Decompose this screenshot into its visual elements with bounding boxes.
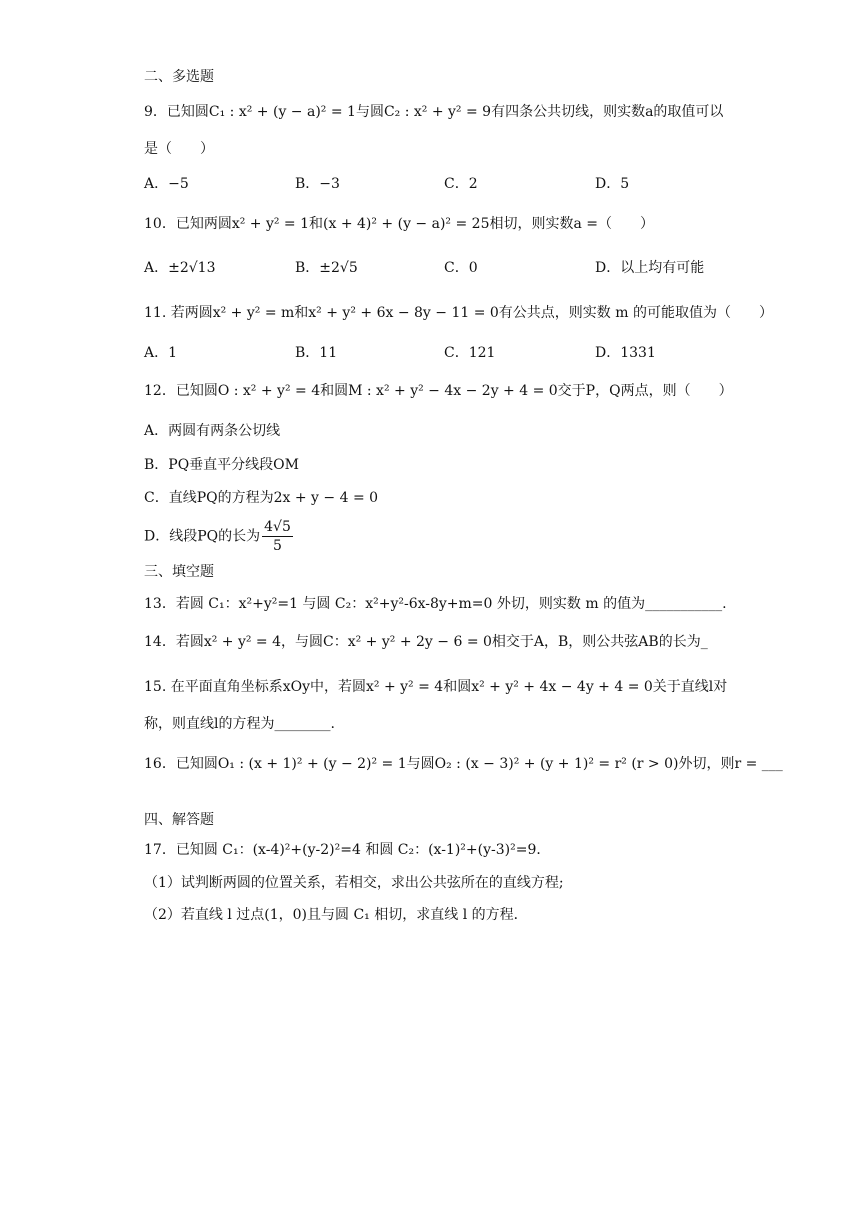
question-17-part-1: （1）试判断两圆的位置关系，若相交，求出公共弦所在的直线方程; (144, 875, 564, 891)
q9-option-d: D．5 (595, 176, 630, 192)
q10-option-c: C．0 (444, 260, 478, 276)
q9-option-b: B．−3 (295, 176, 340, 192)
question-16: 16．已知圆O₁ : (x + 1)² + (y − 2)² = 1与圆O₂ : (x − 3)² + (y + 1)² = r² (r > 0)外切，则r = ___ (144, 756, 783, 772)
fraction-denominator: 5 (273, 538, 282, 554)
section-heading-fill-blank: 三、填空题 (144, 564, 214, 580)
q11-option-d: D．1331 (595, 345, 656, 361)
q9-option-c: C．2 (444, 176, 478, 192)
q11-option-b: B．11 (295, 345, 338, 361)
fraction (262, 518, 293, 555)
question-12-stem: 12．已知圆O : x² + y² = 4和圆M : x² + y² − 4x − 2y + 4 = 0交于P，Q两点，则（ ） (144, 383, 733, 399)
question-15-line1: 15. 在平面直角坐标系xOy中，若圆x² + y² = 4和圆x² + y² + 4x − 4y + 4 = 0关于直线l对 (144, 679, 728, 695)
question-10-stem: 10．已知两圆x² + y² = 1和(x + 4)² + (y − a)² = 25相切，则实数a =（ ） (144, 216, 655, 232)
section-heading-answer: 四、解答题 (144, 812, 214, 828)
question-11-stem: 11. 若两圆x² + y² = m和x² + y² + 6x − 8y − 11 = 0有公共点，则实数 m 的可能取值为（ ） (144, 305, 773, 321)
q12-option-c: C．直线PQ的方程为2x + y − 4 = 0 (144, 490, 379, 506)
q10-option-b: B．±2√5 (295, 260, 358, 276)
question-17-stem: 17．已知圆 C₁：(x-4)²+(y-2)²=4 和圆 C₂：(x-1)²+(y-3)²=9． (144, 842, 551, 858)
question-9-stem: 9．已知圆C₁ : x² + (y − a)² = 1与圆C₂ : x² + y² = 9有四条公共切线，则实数a的取值可以 (144, 104, 724, 120)
question-9-stem-cont: 是（ ） (144, 141, 214, 157)
q12-option-d-text: D．线段PQ的长为 (144, 528, 261, 545)
fraction-numerator: 4√5 (264, 519, 291, 535)
q12-option-d (144, 518, 293, 555)
question-14: 14．若圆x² + y² = 4，与圆C：x² + y² + 2y − 6 = 0相交于A，B，则公共弦AB的长为_ (144, 634, 708, 650)
question-13: 13．若圆 C₁：x²+y²=1 与圆 C₂：x²+y²-6x-8y+m=0 外切，则实数 m 的值为___________. (144, 596, 727, 612)
q11-option-a: A．1 (144, 345, 178, 361)
section-heading-multiple-choice: 二、多选题 (144, 69, 214, 85)
q9-option-a: A．−5 (144, 176, 189, 192)
q10-option-a: A．±2√13 (144, 260, 216, 276)
q11-option-c: C．121 (444, 345, 496, 361)
question-17-part-2: （2）若直线 l 过点(1，0)且与圆 C₁ 相切，求直线 l 的方程． (144, 907, 528, 923)
q12-option-b: B．PQ垂直平分线段OM (144, 457, 299, 473)
question-15-line2: 称，则直线l的方程为________. (144, 716, 335, 732)
q10-option-d: D．以上均有可能 (595, 260, 705, 276)
q12-option-a: A．两圆有两条公切线 (144, 423, 281, 439)
